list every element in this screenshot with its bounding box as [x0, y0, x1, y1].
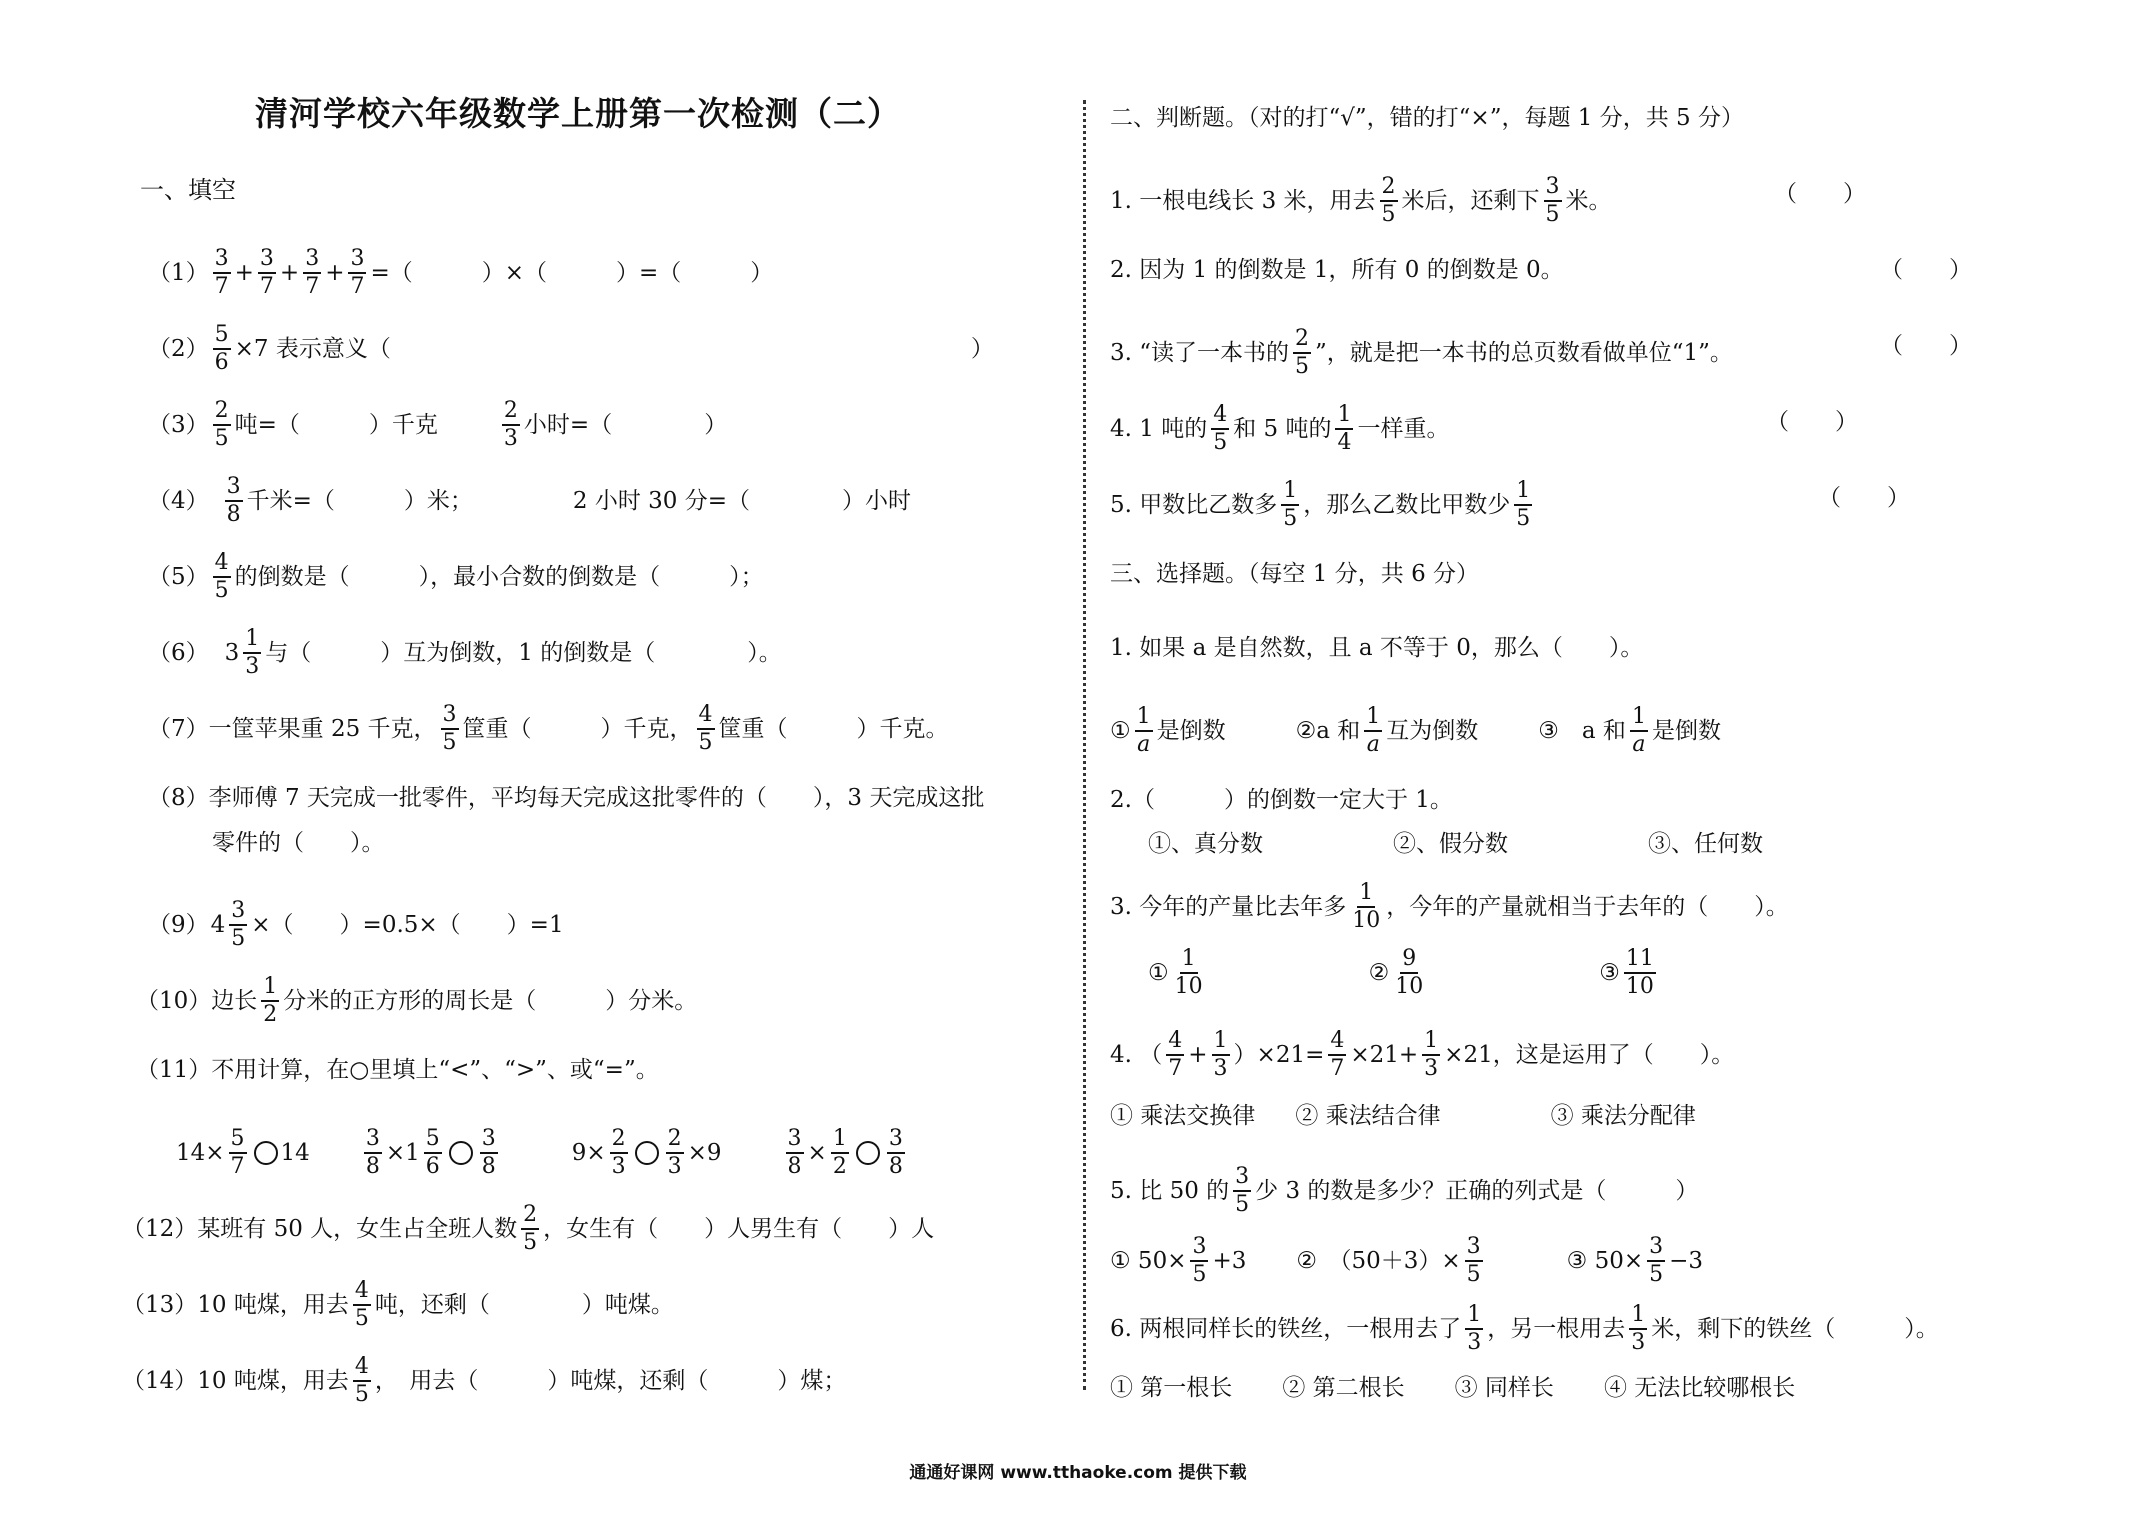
judge-1-answer-paren[interactable]: （ ）	[1774, 181, 1866, 207]
fraction: $\frac{1}{4}$	[1337, 402, 1352, 455]
choice-3: 3. 今年的产量比去年多 $\frac{1}{10}$ ，今年的产量就相当于去年的（ ）。	[1110, 880, 1789, 933]
compare-circle[interactable]	[449, 1141, 473, 1165]
fraction: $\frac{2}{3}$	[611, 1126, 626, 1179]
fraction: $\frac{1}{3}$	[1467, 1302, 1482, 1355]
question-8: （8） 李师傅 7 天完成一批零件，平均每天完成这批零件的（ ），3 天完成这批	[148, 785, 985, 811]
question-11: （11） 不用计算，在○里填上“<”、“>”、或“=”。	[136, 1057, 659, 1083]
question-2: （2） $\frac{5}{6}$ ×7 表示意义（ ）	[148, 322, 994, 375]
fraction: $\frac{4}{5}$	[354, 1278, 369, 1331]
fraction: $\frac{3}{5}$	[1192, 1234, 1207, 1287]
fraction: $\frac{3}{8}$	[226, 474, 241, 527]
judge-3: 3. “读了一本书的 $\frac{2}{5}$ ”，就是把一本书的总页数看做单位“1”。	[1110, 326, 1733, 379]
fraction: $\frac{4}{5}$	[1213, 402, 1228, 455]
fraction: $\frac{3}{7}$	[259, 246, 274, 299]
choice-1-options: ① $\frac{1}{a}$ 是倒数 ②a 和 $\frac{1}{a}$ 互为倒数 ③ a 和 $\frac{1}{a}$ 是倒数	[1110, 704, 1721, 757]
fraction: $\frac{3}{5}$	[1466, 1234, 1481, 1287]
question-8-continued: 零件的（ ）。	[212, 830, 385, 856]
choice-5: 5. 比 50 的 $\frac{3}{5}$ 少 3 的数是多少？正确的列式是（ ）	[1110, 1164, 1699, 1217]
question-13: （13） 10 吨煤，用去 $\frac{4}{5}$ 吨，还剩（ ）吨煤。	[122, 1278, 674, 1331]
fraction: $\frac{2}{5}$	[1381, 174, 1396, 227]
fraction: $\frac{3}{5}$	[1235, 1164, 1250, 1217]
question-3: （3） $\frac{2}{5}$ 吨=（ ）千克 $\frac{2}{3}$ 小时=（ ）	[148, 398, 728, 451]
question-5: （5） $\frac{4}{5}$ 的倒数是（ ），最小合数的倒数是（ ）；	[148, 550, 764, 603]
choice-5-options: ① 50× $\frac{3}{5}$ +3 ② （50＋3）× $\frac{3}{5}$ ③ 50× $\frac{3}{5}$ −3	[1110, 1234, 1704, 1287]
fraction: $\frac{3}{5}$	[1649, 1234, 1664, 1287]
question-7: （7） 一筐苹果重 25 千克， $\frac{3}{5}$ 筐重（ ）千克， $\frac{4}{5}$ 筐重（ ）千克。	[148, 702, 949, 755]
question-12: （12） 某班有 50 人，女生占全班人数 $\frac{2}{5}$ ，女生有（ ）人男生有（ ）人	[122, 1202, 935, 1255]
page-title: 清河学校六年级数学上册第一次检测（二）	[255, 94, 901, 133]
fraction: $\frac{3}{7}$	[350, 246, 365, 299]
fraction: $\frac{3}{7}$	[305, 246, 320, 299]
choice-6-options: ① 第一根长 ② 第二根长 ③ 同样长 ④ 无法比较哪根长	[1110, 1375, 1796, 1401]
choice-1: 1. 如果 a 是自然数，且 a 不等于 0，那么（ ）。	[1110, 635, 1644, 661]
fraction: $\frac{3}{5}$	[231, 898, 246, 951]
section-true-false-heading: 二、判断题。（对的打“√”，错的打“×”，每题 1 分，共 5 分）	[1110, 105, 1744, 131]
fraction: $\frac{3}{5}$	[1545, 174, 1560, 227]
question-14: （14） 10 吨煤，用去 $\frac{4}{5}$ ， 用去（ ）吨煤，还剩（ ）煤；	[122, 1354, 847, 1407]
compare-circle[interactable]	[254, 1141, 278, 1165]
judge-2: 2. 因为 1 的倒数是 1，所有 0 的倒数是 0。	[1110, 257, 1564, 283]
fraction: $\frac{3}{7}$	[214, 246, 229, 299]
section-choice-heading: 三、选择题。（每空 1 分，共 6 分）	[1110, 561, 1480, 587]
fraction: $\frac{3}{8}$	[365, 1126, 380, 1179]
fraction: $\frac{1}{10}$	[1174, 946, 1203, 999]
fraction: $\frac{1}{10}$	[1352, 880, 1381, 933]
question-11-comparisons: 14× $\frac{5}{7}$ 14 $\frac{3}{8}$ ×1 $\frac{5}{6}$ $\frac{3}{8}$ 9× $\frac{2}{3}$ $\frac{2}{3}$ ×9 $\frac{3}{8}$ × $\frac{1}{2}$ $\frac{3}{8}$	[176, 1126, 903, 1179]
question-1: （1） $\frac{3}{7}$ + $\frac{3}{7}$ + $\frac{3}{7}$ + $\frac{3}{7}$ =（ ）×（ ）=（ ）	[148, 246, 774, 299]
fraction: $\frac{11}{10}$	[1625, 946, 1654, 999]
fraction: $\frac{1}{3}$	[1424, 1028, 1439, 1081]
footer-source: 通通好课网 www.tthaoke.com 提供下载	[909, 1463, 1247, 1483]
fraction: $\frac{1}{5}$	[1516, 478, 1531, 531]
fraction: $\frac{3}{8}$	[481, 1126, 496, 1179]
fraction: $\frac{5}{7}$	[230, 1126, 245, 1179]
choice-2-options: ①、真分数 ②、假分数 ③、任何数	[1148, 831, 1763, 857]
fraction: $\frac{1}{a}$	[1366, 704, 1381, 757]
fraction: $\frac{2}{5}$	[523, 1202, 538, 1255]
question-9: （9） 4 $\frac{3}{5}$ ×（ ）=0.5×（ ）=1	[148, 898, 564, 951]
question-10: （10） 边长 $\frac{1}{2}$ 分米的正方形的周长是（ ）分米。	[136, 974, 698, 1027]
question-4: （4） $\frac{3}{8}$ 千米=（ ）米； 2 小时 30 分=（ ）小时	[148, 474, 912, 527]
judge-5-answer-paren[interactable]: （ ）	[1818, 485, 1910, 511]
fraction: $\frac{1}{a}$	[1136, 704, 1151, 757]
fraction: $\frac{3}{8}$	[888, 1126, 903, 1179]
choice-3-options: ① $\frac{1}{10}$ ② $\frac{9}{10}$ ③ $\frac{11}{10}$	[1148, 946, 1654, 999]
section-fill-blank-heading: 一、填空	[140, 176, 236, 204]
fraction: $\frac{4}{5}$	[698, 702, 713, 755]
choice-2: 2.（ ）的倒数一定大于 1。	[1110, 787, 1453, 813]
fraction: $\frac{1}{5}$	[1283, 478, 1298, 531]
judge-3-answer-paren[interactable]: （ ）	[1880, 333, 1972, 359]
fraction: $\frac{5}{6}$	[425, 1126, 440, 1179]
fraction: $\frac{4}{5}$	[214, 550, 229, 603]
fraction: $\frac{4}{5}$	[354, 1354, 369, 1407]
fraction: $\frac{5}{6}$	[214, 322, 229, 375]
fraction: $\frac{2}{5}$	[1295, 326, 1310, 379]
fraction: $\frac{9}{10}$	[1395, 946, 1424, 999]
judge-2-answer-paren[interactable]: （ ）	[1880, 257, 1972, 283]
fraction: $\frac{1}{a}$	[1631, 704, 1646, 757]
fraction: $\frac{2}{3}$	[667, 1126, 682, 1179]
choice-4-options: ① 乘法交换律 ② 乘法结合律 ③ 乘法分配律	[1110, 1103, 1696, 1129]
fraction: $\frac{3}{5}$	[442, 702, 457, 755]
fraction: $\frac{2}{5}$	[214, 398, 229, 451]
judge-4-answer-paren[interactable]: （ ）	[1766, 409, 1858, 435]
fraction: $\frac{2}{3}$	[503, 398, 518, 451]
choice-6: 6. 两根同样长的铁丝，一根用去了 $\frac{1}{3}$ ，另一根用去 $\frac{1}{3}$ 米，剩下的铁丝（ ）。	[1110, 1302, 1939, 1355]
fraction: $\frac{1}{2}$	[832, 1126, 847, 1179]
fraction: $\frac{1}{2}$	[263, 974, 278, 1027]
fraction: $\frac{3}{8}$	[787, 1126, 802, 1179]
judge-1: 1. 一根电线长 3 米，用去 $\frac{2}{5}$ 米后，还剩下 $\frac{3}{5}$ 米。	[1110, 174, 1612, 227]
question-6: （6） 3 $\frac{1}{3}$ 与（ ）互为倒数，1 的倒数是（ ）。	[148, 626, 782, 679]
fraction: $\frac{4}{7}$	[1168, 1028, 1183, 1081]
fraction: $\frac{1}{3}$	[245, 626, 260, 679]
compare-circle[interactable]	[856, 1141, 880, 1165]
column-divider	[1083, 100, 1086, 1390]
judge-5: 5. 甲数比乙数多 $\frac{1}{5}$ ，那么乙数比甲数少 $\frac{1}{5}$	[1110, 478, 1531, 531]
fraction: $\frac{4}{7}$	[1330, 1028, 1345, 1081]
choice-4: 4. （ $\frac{4}{7}$ + $\frac{1}{3}$ ）×21= $\frac{4}{7}$ ×21+ $\frac{1}{3}$ ×21，这是运用了（ ）。	[1110, 1028, 1735, 1081]
fraction: $\frac{1}{3}$	[1213, 1028, 1228, 1081]
fraction: $\frac{1}{3}$	[1631, 1302, 1646, 1355]
judge-4: 4. 1 吨的 $\frac{4}{5}$ 和 5 吨的 $\frac{1}{4}$ 一样重。	[1110, 402, 1450, 455]
compare-circle[interactable]	[635, 1141, 659, 1165]
